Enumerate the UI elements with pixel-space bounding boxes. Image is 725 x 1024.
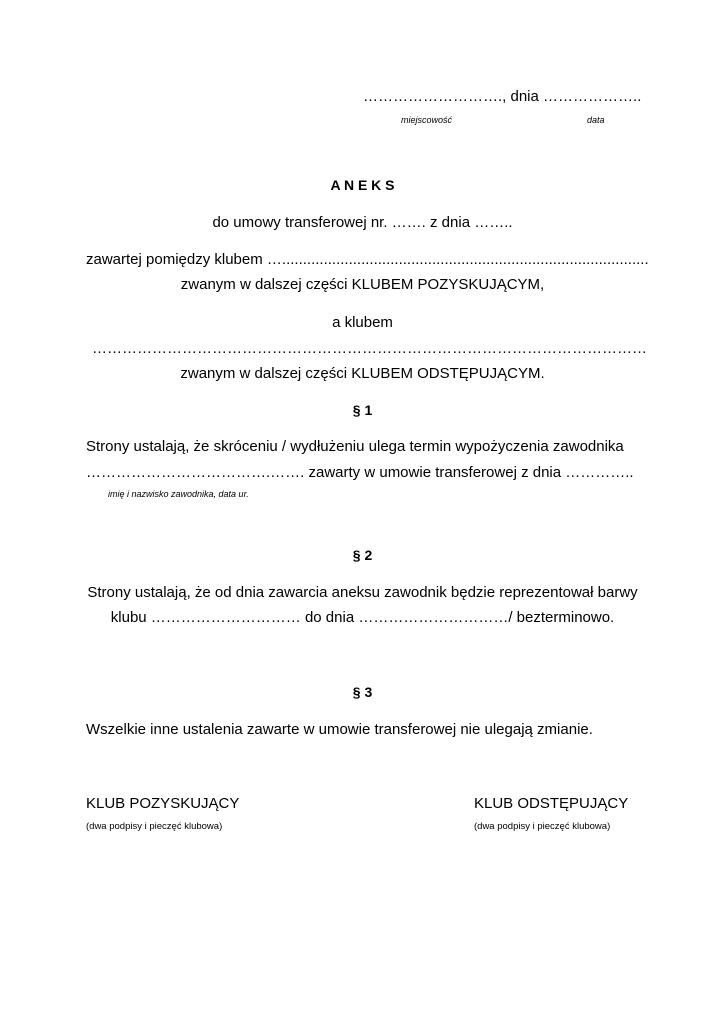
signature-left-title: KLUB POZYSKUJĄCY (86, 795, 240, 812)
signature-left-note: (dwa podpisy i pieczęć klubowa) (86, 821, 223, 832)
section-3-line-1: Wszelkie inne ustalenia zawarte w umowie transferowej nie ulegają zmianie. (86, 721, 593, 738)
parties-line-5: zwanym w dalszej części KLUBEM ODSTĘPUJĄCYM. (180, 365, 545, 382)
section-3-heading: § 3 (352, 684, 373, 700)
parties-line-2: zwanym w dalszej części KLUBEM POZYSKUJĄCYM, (180, 276, 545, 293)
document-subtitle: do umowy transferowej nr. ……. z dnia …….. (212, 214, 513, 231)
place-caption: miejscowość (401, 115, 453, 125)
document-title: A N E K S (330, 177, 395, 193)
signature-right-note: (dwa podpisy i pieczęć klubowa) (474, 821, 611, 832)
signature-right-title: KLUB ODSTĘPUJĄCY (474, 795, 629, 812)
section-1-line-2: ……………………………….……. zawarty w umowie transferowej z dnia ………….. (86, 464, 634, 481)
section-1-caption: imię i nazwisko zawodnika, data ur. (108, 489, 249, 499)
parties-line-3: a klubem (332, 314, 393, 331)
section-2-line-1: Strony ustalają, że od dnia zawarcia aneksu zawodnik będzie reprezentował barwy (87, 584, 638, 601)
section-2-line-2: klubu ………………………… do dnia …………………………/ bezterminowo. (110, 609, 615, 626)
parties-line-1: zawartej pomiędzy klubem …........................................................................................ (86, 251, 649, 268)
section-1-heading: § 1 (352, 402, 373, 418)
parties-line-4: ………………………………………………………………………………………………… (92, 340, 647, 357)
place-date-line: ………………………., dnia ……………….. (363, 88, 642, 105)
date-caption: data (587, 115, 605, 125)
section-1-line-1: Strony ustalają, że skróceniu / wydłużeniu ulega termin wypożyczenia zawodnika (86, 438, 624, 455)
section-2-heading: § 2 (352, 547, 373, 563)
